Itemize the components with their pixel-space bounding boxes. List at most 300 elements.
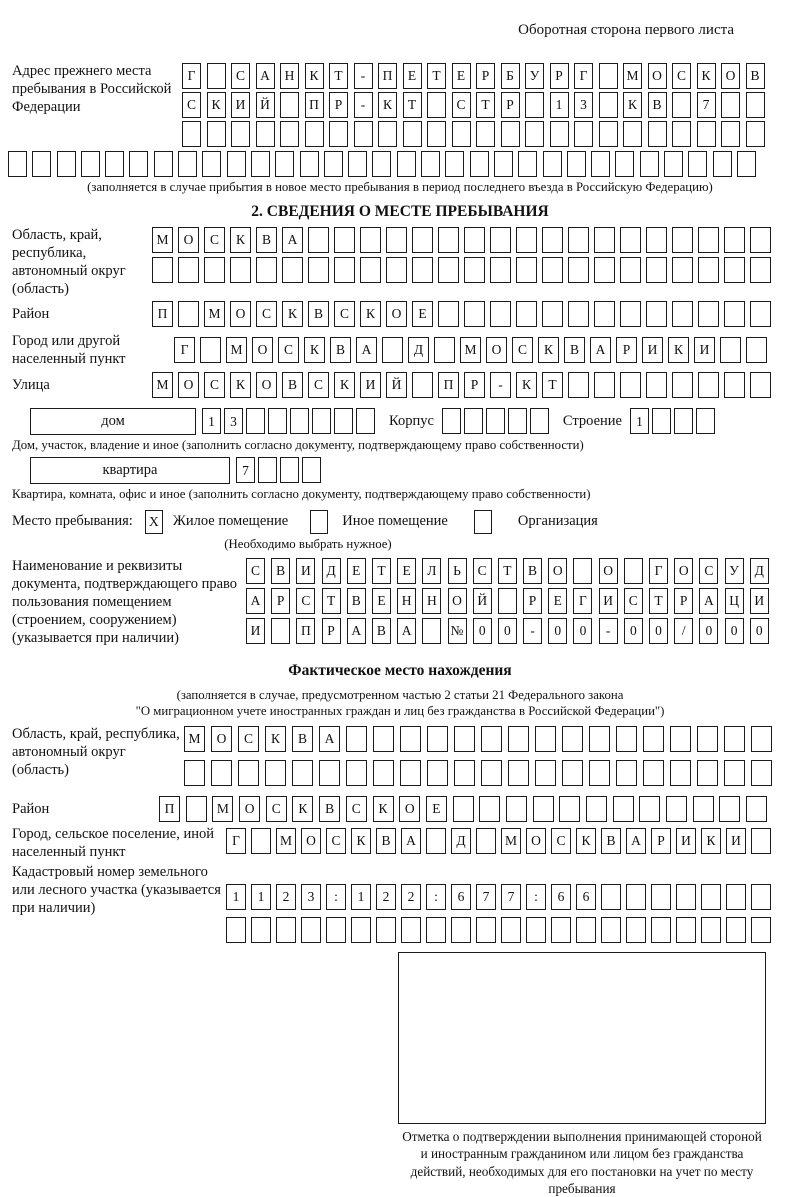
char-cell [568,257,589,283]
char-cell: И [246,618,265,644]
char-cell [501,917,521,943]
char-cell [211,760,232,786]
char-cell: Д [451,828,471,854]
char-cell [453,796,474,822]
char-cell [202,151,221,177]
char-cell: 1 [251,884,271,910]
char-cell: О [301,828,321,854]
char-cell: О [256,372,277,398]
char-cell: 1 [226,884,246,910]
char-cell: О [648,63,667,89]
char-cell: И [750,588,769,614]
char-cell: М [204,301,225,327]
char-cell [672,92,691,118]
char-cell [746,92,765,118]
char-cell [376,917,396,943]
char-cell [601,917,621,943]
char-cell: С [182,92,201,118]
char-cell [724,726,745,752]
char-cell [594,257,615,283]
char-cell [693,796,714,822]
fact-note-1: (заполняется в случае, предусмотренном частью 2 статьи 21 Федерального закона [176,687,624,702]
char-cell: В [330,337,351,363]
checkbox-zhiloe: X [145,510,163,534]
char-cell: И [676,828,696,854]
char-cell [750,372,771,398]
char-cell [542,301,563,327]
char-cell [672,227,693,253]
char-cell [594,227,615,253]
char-cell: Г [182,63,201,89]
char-cell [721,92,740,118]
fact-title: Фактическое место нахождения [288,661,512,679]
char-cell [454,760,475,786]
char-cell [567,151,586,177]
char-cell: Б [501,63,520,89]
char-cell [412,227,433,253]
char-cell: Р [616,337,637,363]
char-cell: 3 [574,92,593,118]
char-cell: - [523,618,542,644]
char-cell: К [701,828,721,854]
char-cell [276,917,296,943]
char-cell [378,121,397,147]
char-cell [346,726,367,752]
char-cell [696,408,715,434]
char-cell: Н [397,588,416,614]
char-cell: Н [422,588,441,614]
char-cell: Г [649,558,668,584]
char-cell: Е [412,301,433,327]
char-cell: К [360,301,381,327]
char-cell [724,257,745,283]
char-cell: Д [408,337,429,363]
char-cell [525,121,544,147]
char-cell: Р [523,588,542,614]
char-cell [476,917,496,943]
char-row [246,618,769,644]
char-cell [438,257,459,283]
char-cell: Й [256,92,275,118]
char-cell [535,726,556,752]
char-cell: Г [573,588,592,614]
char-cell: У [725,558,744,584]
char-cell [550,121,569,147]
char-cell: 0 [573,618,592,644]
char-cell [724,760,745,786]
char-cell [57,151,76,177]
char-cell [576,917,596,943]
char-cell: Т [476,92,495,118]
char-cell [356,408,375,434]
char-cell [594,372,615,398]
char-cell [746,337,767,363]
char-cell: О [526,828,546,854]
char-cell [427,121,446,147]
char-cell: П [296,618,315,644]
char-cell [737,151,756,177]
char-cell [476,828,496,854]
char-cell: И [360,372,381,398]
char-cell [427,726,448,752]
char-cell: В [648,92,667,118]
char-cell [643,760,664,786]
char-cell [182,121,201,147]
char-cell [726,917,746,943]
mesto-label: Место пребывания: [12,513,133,530]
ulitsa-block [8,372,792,402]
char-cell: В [308,301,329,327]
char-row [226,826,771,854]
char-cell [464,227,485,253]
char-cell [626,884,646,910]
char-cell [427,92,446,118]
char-cell: К [378,92,397,118]
char-cell: О [599,558,618,584]
char-cell [670,726,691,752]
char-cell [382,337,403,363]
char-cell [230,257,251,283]
char-cell [652,408,671,434]
char-cell: М [152,372,173,398]
char-row [184,726,772,752]
char-cell: Т [329,63,348,89]
char-cell: Т [322,588,341,614]
char-cell [490,257,511,283]
char-cell [518,151,537,177]
char-cell: М [212,796,233,822]
char-cell [498,588,517,614]
char-cell: 3 [301,884,321,910]
char-cell: А [699,588,718,614]
char-cell [426,828,446,854]
raion-block [8,301,792,331]
char-cell: И [642,337,663,363]
char-cell: О [230,301,251,327]
checkbox-inoe [310,510,328,534]
char-cell [319,760,340,786]
char-cell: Р [464,372,485,398]
char-row [152,227,771,253]
fact-oblast-label: Область, край, республика, автономный округ (область) [12,725,180,778]
char-cell: О [721,63,740,89]
char-cell [231,121,250,147]
char-cell [542,257,563,283]
char-cell: Й [386,372,407,398]
char-cell [701,884,721,910]
char-cell: С [334,301,355,327]
char-cell: Д [750,558,769,584]
char-cell [280,457,299,483]
char-cell: О [239,796,260,822]
char-cell: Е [452,63,471,89]
stamp-box [398,952,766,1124]
char-cell [589,726,610,752]
char-cell: А [246,588,265,614]
char-cell: 1 [550,92,569,118]
char-cell: - [599,618,618,644]
char-cell [674,408,693,434]
char-cell [401,917,421,943]
char-cell: 6 [576,884,596,910]
char-cell: / [674,618,693,644]
char-cell [516,257,537,283]
char-row [182,92,765,118]
char-cell [672,257,693,283]
char-cell: Ц [725,588,744,614]
char-cell: Р [322,618,341,644]
char-cell [324,151,343,177]
char-cell: С [672,63,691,89]
char-cell [508,760,529,786]
char-cell [651,884,671,910]
char-cell [334,227,355,253]
char-cell: М [501,828,521,854]
char-cell [305,121,324,147]
fact-note-2: "О миграционном учете иностранных граждан и лиц без гражданства в Российской Федерации") [135,703,665,718]
char-cell: 0 [649,618,668,644]
char-cell: О [486,337,507,363]
char-cell [568,227,589,253]
korpus-label: Корпус [389,412,434,429]
char-cell: П [438,372,459,398]
section2-title: 2. СВЕДЕНИЯ О МЕСТЕ ПРЕБЫВАНИЯ [251,203,549,220]
char-cell [184,760,205,786]
char-cell [178,151,197,177]
char-cell: 0 [699,618,718,644]
char-cell [154,151,173,177]
char-cell: - [354,63,373,89]
char-cell [624,558,643,584]
char-cell [346,760,367,786]
char-cell: 2 [376,884,396,910]
char-cell [701,917,721,943]
char-cell: 0 [498,618,517,644]
char-cell: К [668,337,689,363]
char-cell: А [347,618,366,644]
dom-cells [202,408,375,434]
char-cell: К [516,372,537,398]
char-cell: 7 [697,92,716,118]
char-cell [476,121,495,147]
char-cell: 0 [624,618,643,644]
char-cell [178,257,199,283]
char-cell: В [282,372,303,398]
char-cell [613,796,634,822]
char-cell: Р [501,92,520,118]
char-cell [526,917,546,943]
char-cell: О [252,337,273,363]
char-row [159,796,767,822]
dom-box: дом [30,408,196,435]
char-cell [372,151,391,177]
char-cell [334,257,355,283]
char-cell [464,301,485,327]
char-cell [422,618,441,644]
char-cell: С [231,63,250,89]
char-cell: В [256,227,277,253]
char-cell [334,408,353,434]
char-cell: Г [174,337,195,363]
char-row [152,257,771,283]
char-cell [271,618,290,644]
char-cell: О [178,372,199,398]
char-cell [129,151,148,177]
char-cell [275,151,294,177]
char-cell [81,151,100,177]
char-cell [421,151,440,177]
char-cell [721,121,740,147]
char-cell: - [490,372,511,398]
char-cell [464,257,485,283]
char-cell: С [266,796,287,822]
char-cell [246,408,265,434]
char-cell [200,337,221,363]
char-cell [258,457,277,483]
char-cell: У [525,63,544,89]
char-cell [256,257,277,283]
char-cell [666,796,687,822]
char-cell: О [386,301,407,327]
ulitsa-label: Улица [12,376,50,393]
char-cell: А [356,337,377,363]
char-row [182,121,765,147]
char-cell [280,121,299,147]
char-cell: К [305,63,324,89]
char-cell [751,828,771,854]
char-row [226,917,771,943]
char-cell [490,301,511,327]
char-cell: С [308,372,329,398]
prev-address-label: Адрес прежнего места пребывания в Российской Федерации [12,63,172,115]
char-cell [265,760,286,786]
char-row [152,372,771,398]
char-cell [568,372,589,398]
char-row [174,333,767,363]
char-cell: О [448,588,467,614]
char-cell [470,151,489,177]
char-cell [312,408,331,434]
char-cell: Р [550,63,569,89]
fact-gorod-label: Город, сельское поселение, иной населенный пункт [12,825,215,860]
char-cell [268,408,287,434]
char-cell: : [426,884,446,910]
char-cell [646,372,667,398]
char-cell [750,301,771,327]
char-cell: С [326,828,346,854]
stroenie-cells [630,408,715,434]
char-cell [640,151,659,177]
char-cell [620,257,641,283]
char-cell: В [564,337,585,363]
char-cell [750,227,771,253]
fact-oblast-cells [184,726,772,794]
char-cell: К [207,92,226,118]
char-cell: В [292,726,313,752]
char-cell [615,151,634,177]
char-cell [403,121,422,147]
char-cell [400,726,421,752]
char-cell [326,917,346,943]
char-cell [256,121,275,147]
char-cell [594,301,615,327]
char-cell: П [159,796,180,822]
char-cell: Е [372,588,391,614]
char-cell: К [282,301,303,327]
char-cell [479,796,500,822]
char-cell [620,227,641,253]
stamp-caption: Отметка о подтверждении выполнения принимающей стороной и иностранным гражданином или лицом без гражданства действий, необходимых для его постановки на учет по месту пребывания [402,1128,762,1197]
char-cell: Т [542,372,563,398]
char-cell [698,227,719,253]
char-cell: 1 [202,408,221,434]
kvartira-row [8,457,792,484]
char-cell [664,151,683,177]
oblast-label: Область, край, республика, автономный округ (область) [12,227,126,297]
char-cell: Г [226,828,246,854]
char-cell [227,151,246,177]
char-cell: Г [574,63,593,89]
char-cell: В [271,558,290,584]
char-cell [542,227,563,253]
char-cell [32,151,51,177]
char-cell: А [319,726,340,752]
char-row [246,558,769,584]
char-cell [713,151,732,177]
char-cell [697,760,718,786]
char-cell [442,408,461,434]
char-cell: П [152,301,173,327]
char-cell [308,227,329,253]
fact-raion-label: Район [12,800,50,817]
char-cell: № [448,618,467,644]
char-cell [204,257,225,283]
char-cell: 1 [351,884,371,910]
char-cell [486,408,505,434]
char-cell: С [452,92,471,118]
char-cell: Т [403,92,422,118]
char-cell [698,372,719,398]
char-cell [516,301,537,327]
char-cell: С [256,301,277,327]
char-cell: С [296,588,315,614]
char-cell [688,151,707,177]
char-cell [535,760,556,786]
char-cell: М [184,726,205,752]
char-cell [490,227,511,253]
char-cell: М [152,227,173,253]
char-cell: : [526,884,546,910]
char-cell: 0 [750,618,769,644]
char-cell [533,796,554,822]
char-cell [616,726,637,752]
char-cell [481,726,502,752]
char-cell: О [674,558,693,584]
char-cell: М [226,337,247,363]
char-cell [481,760,502,786]
mesto-row [8,510,792,534]
gorod-block [8,333,792,369]
char-cell: С [246,558,265,584]
kadastr-label: Кадастровый номер земельного или лесного участка (указывается при наличии) [12,863,221,916]
char-cell: О [178,227,199,253]
char-cell [8,151,27,177]
dom-note: Дом, участок, владение и иное (заполнить согласно документу, подтверждающему право собственности) [12,437,584,452]
char-cell: В [347,588,366,614]
char-cell [568,301,589,327]
char-cell [543,151,562,177]
char-cell [551,917,571,943]
